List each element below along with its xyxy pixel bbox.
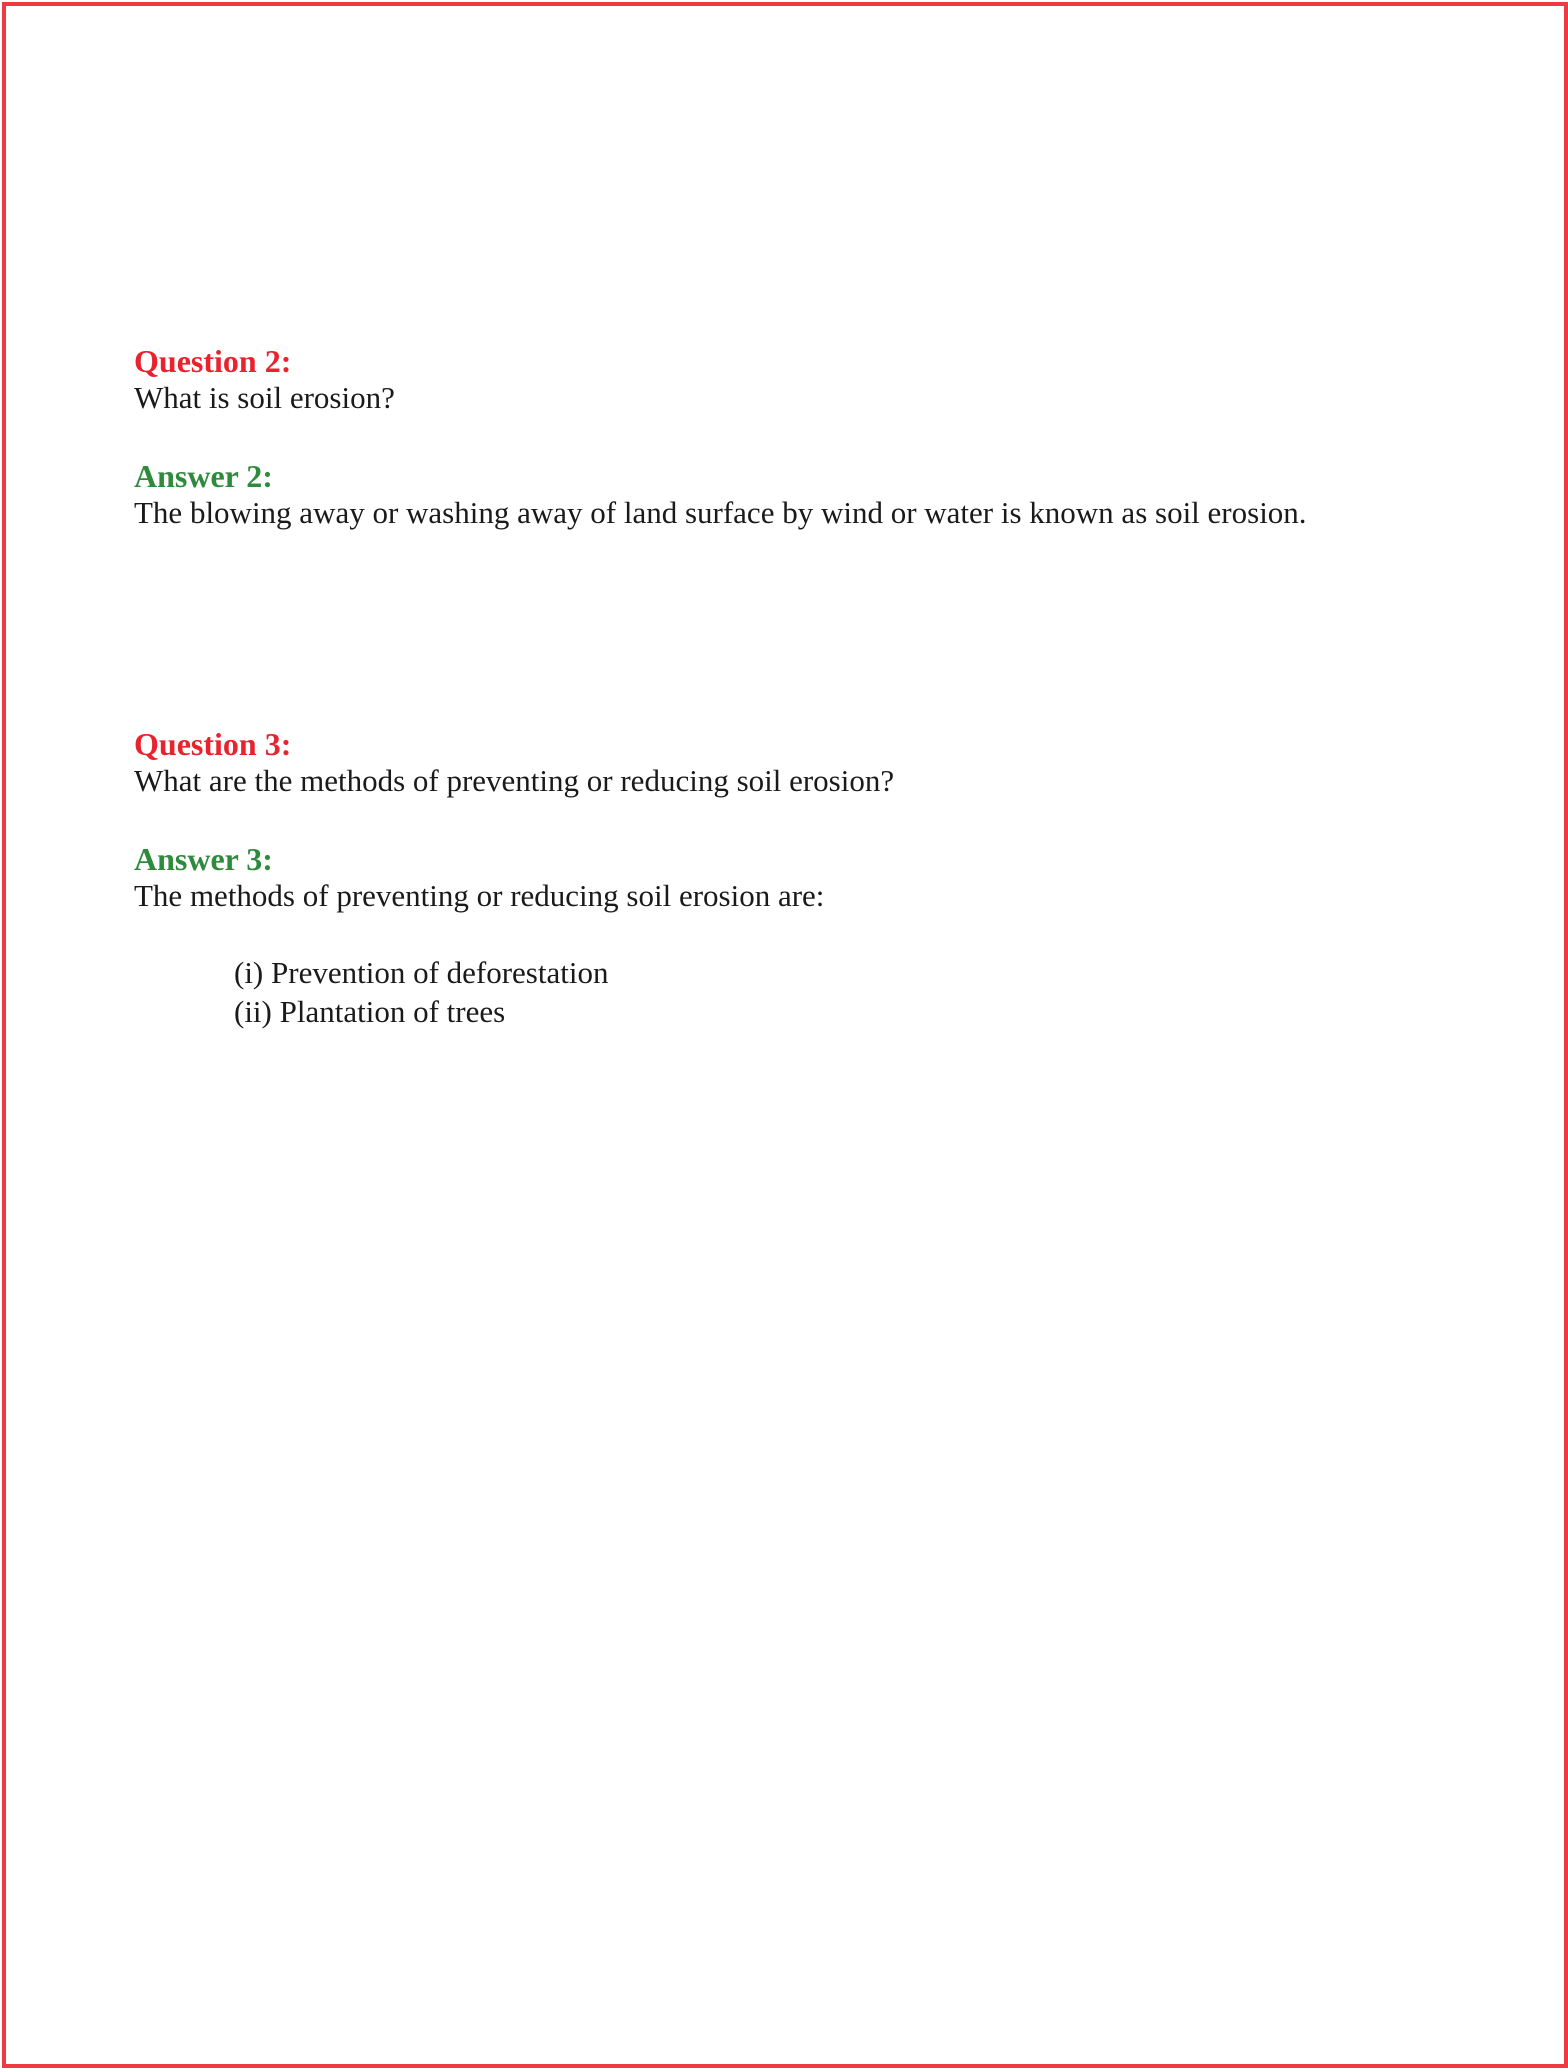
question-2-text: What is soil erosion?: [134, 380, 395, 415]
answer-2-text: The blowing away or washing away of land surface by wind or water is known as soil erosion.: [134, 495, 1307, 530]
list-item: (i) Prevention of deforestation: [234, 955, 609, 990]
page-border: [2, 2, 1568, 2068]
list-item: (ii) Plantation of trees: [234, 994, 506, 1029]
answer-3-text: The methods of preventing or reducing soil erosion are:: [134, 878, 825, 913]
answer-2-label: Answer 2:: [134, 458, 273, 494]
answer-3-label: Answer 3:: [134, 841, 273, 877]
question-2-label: Question 2:: [134, 343, 292, 379]
question-3-text: What are the methods of preventing or reducing soil erosion?: [134, 763, 895, 798]
question-3-label: Question 3:: [134, 726, 292, 762]
